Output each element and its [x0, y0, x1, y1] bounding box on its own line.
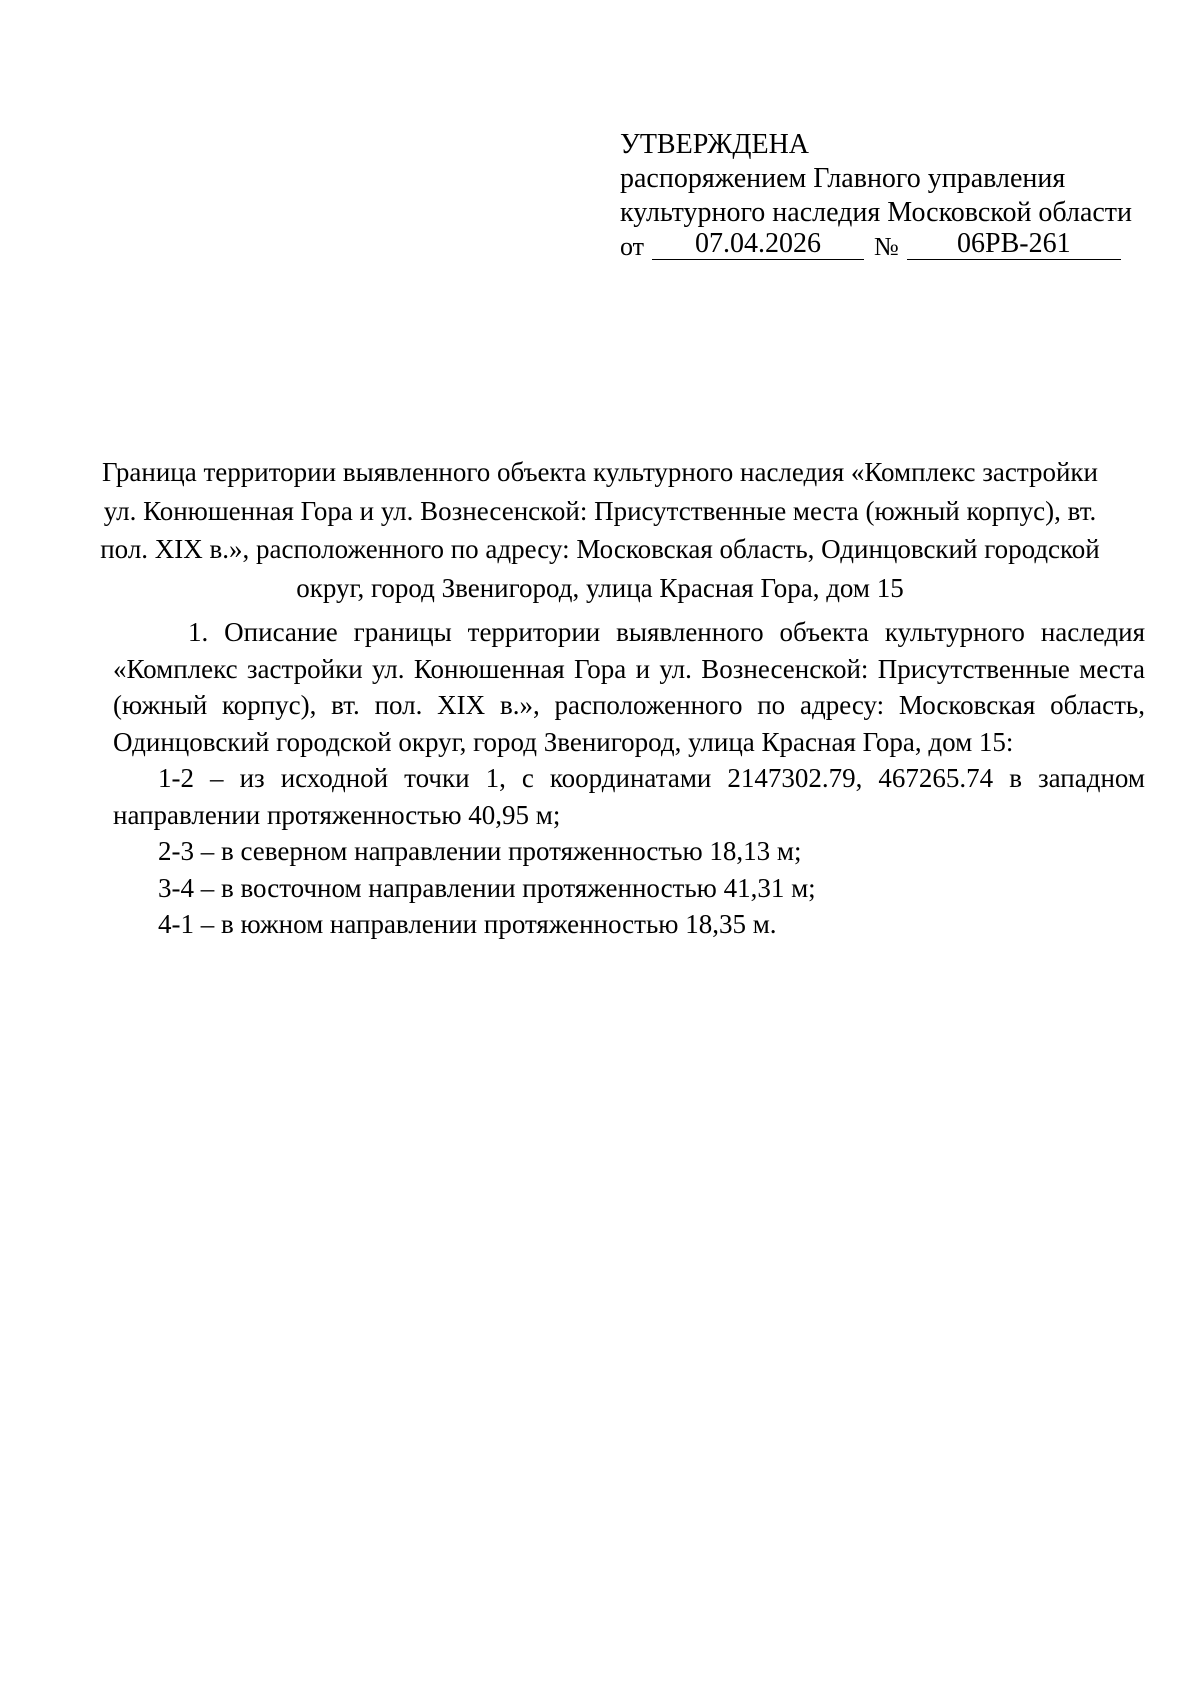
- date-label: от: [620, 232, 645, 261]
- approval-line-1: распоряжением Главного управления: [620, 163, 1066, 194]
- boundary-segment-1-2: 1-2 – из исходной точки 1, с координатами 2147302.79, 467265.74 в западном направлении протяженностью 40,95 м;: [113, 763, 1145, 830]
- boundary-segment-4-1: 4-1 – в южном направлении протяженностью 18,35 м.: [158, 909, 777, 939]
- number-value: 06РВ-261: [907, 229, 1121, 260]
- document-title: Граница территории выявленного объекта культурного наследия «Комплекс застройки ул. Конюшенная Гора и ул. Вознесенской: Присутственные места (южный корпус), вт. пол. XIX в.», расположенного по адресу: Московская область, Одинцовский городской округ, город Звенигород, улица Красная Гора, дом 15: [100, 457, 1100, 603]
- boundary-segment-2-3: 2-3 – в северном направлении протяженностью 18,13 м;: [158, 836, 802, 866]
- document-body: [113, 614, 1145, 943]
- number-label: №: [874, 232, 899, 261]
- boundary-description-intro: 1. Описание границы территории выявленного объекта культурного наследия «Комплекс застройки ул. Конюшенная Гора и ул. Вознесенской: Присутственные места (южный корпус), вт. пол. XIX в.», расположенного по адресу: Московская область, Одинцовский городской округ, город Звенигород, улица Красная Гора, дом 15:: [113, 617, 1145, 757]
- approval-stamp-block: [620, 128, 1140, 264]
- date-value: 07.04.2026: [652, 229, 864, 260]
- approval-date-number-row: [620, 230, 1140, 264]
- approval-line-2: культурного наследия Московской области: [620, 197, 1133, 228]
- boundary-segment-3-4: 3-4 – в восточном направлении протяженностью 41,31 м;: [158, 872, 816, 903]
- approval-heading: УТВЕРЖДЕНА: [620, 129, 810, 160]
